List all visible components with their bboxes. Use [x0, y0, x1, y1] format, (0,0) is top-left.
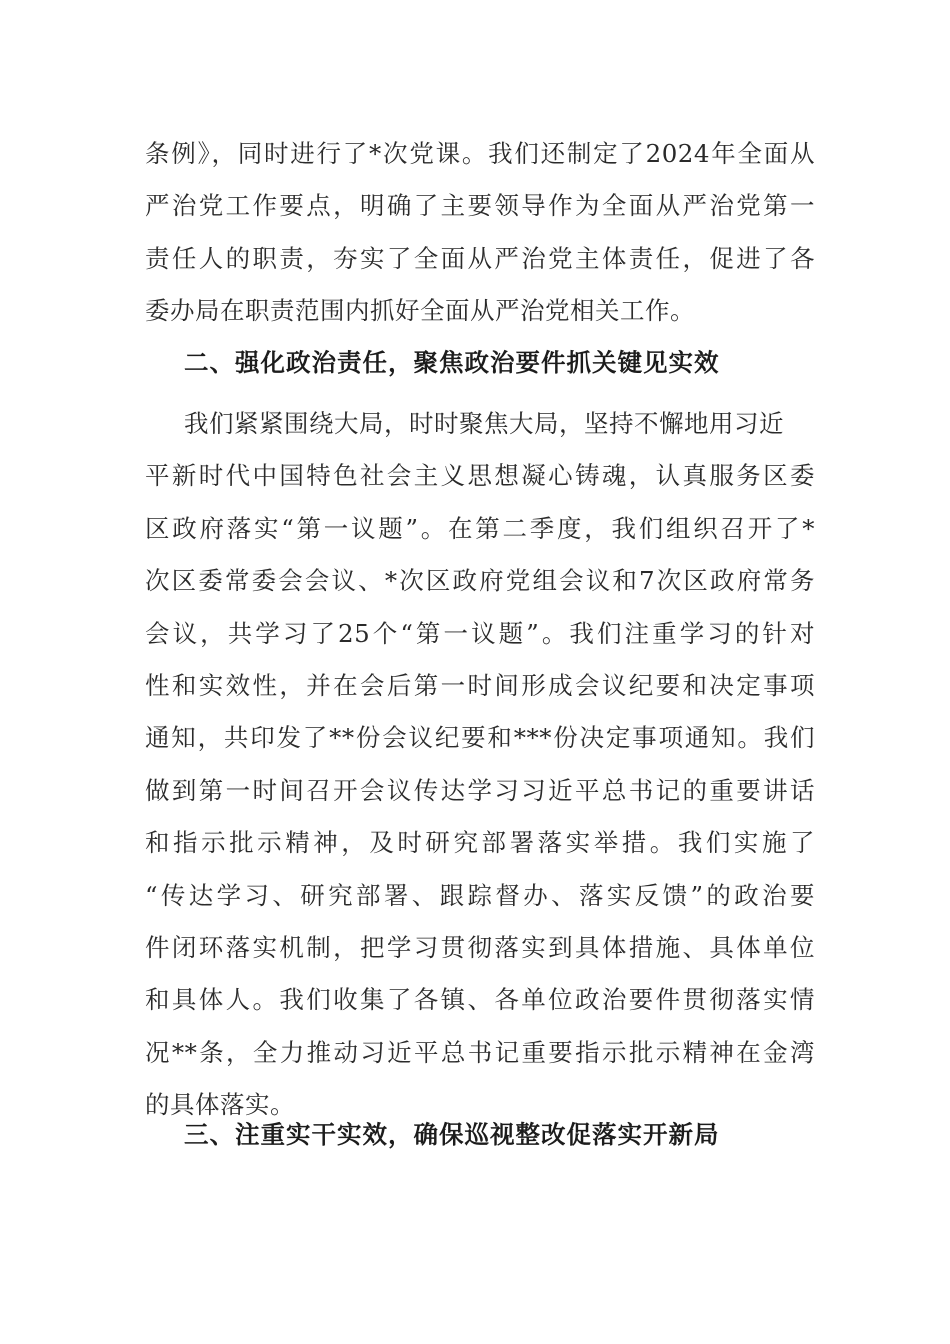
paragraph-line: 和指示批示精神，及时研究部署落实举措。我们实施了 [145, 828, 815, 858]
paragraph-line: 委办局在职责范围内抓好全面从严治党相关工作。 [145, 296, 695, 326]
paragraph-line: 条例》，同时进行了*次党课。我们还制定了2024年全面从 [145, 139, 815, 168]
paragraph-line: 况**条，全力推动习近平总书记重要指示批示精神在金湾 [145, 1037, 815, 1067]
paragraph-line: 次区委常委会会议、*次区政府党组会议和7次区政府常务 [145, 566, 815, 596]
paragraph-line: 会议，共学习了25个“第一议题”。我们注重学习的针对 [145, 618, 815, 648]
paragraph-1 [145, 128, 815, 338]
paragraph-line: 性和实效性，并在会后第一时间形成会议纪要和决定事项 [145, 670, 815, 700]
section-heading-3: 三、注重实干实效，确保巡视整改促落实开新局 [184, 1120, 720, 1149]
paragraph-line: 我们紧紧围绕大局，时时聚焦大局，坚持不懈地用习近 [184, 409, 784, 438]
paragraph-line: 件闭环落实机制，把学习贯彻落实到具体措施、具体单位 [145, 932, 815, 962]
paragraph-line: 责任人的职责，夯实了全面从严治党主体责任，促进了各 [145, 243, 815, 273]
paragraph-line: 通知，共印发了**份会议纪要和***份决定事项通知。我们 [145, 723, 815, 753]
paragraph-line: 做到第一时间召开会议传达学习习近平总书记的重要讲话 [145, 775, 815, 805]
paragraph-line: 的具体落实。 [145, 1090, 295, 1120]
paragraph-line: 平新时代中国特色社会主义思想凝心铸魂，认真服务区委 [145, 461, 815, 491]
paragraph-2 [145, 398, 815, 1131]
paragraph-line: “传达学习、研究部署、跟踪督办、落实反馈”的政治要 [145, 880, 815, 910]
paragraph-line: 区政府落实“第一议题”。在第二季度，我们组织召开了* [145, 513, 815, 543]
paragraph-line: 严治党工作要点，明确了主要领导作为全面从严治党第一 [145, 191, 815, 221]
section-heading-2: 二、强化政治责任，聚焦政治要件抓关键见实效 [184, 348, 720, 377]
paragraph-line: 和具体人。我们收集了各镇、各单位政治要件贯彻落实情 [145, 985, 815, 1015]
